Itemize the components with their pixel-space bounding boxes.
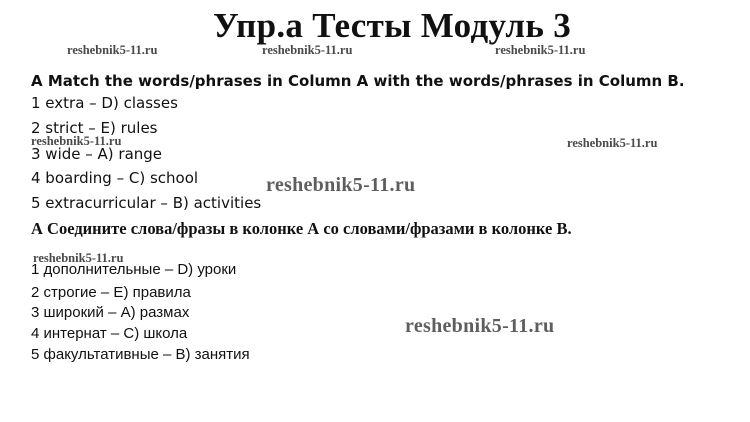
task-instruction-en: A Match the words/phrases in Column A with the words/phrases in Column B. [31, 72, 685, 90]
answer-line-en: 3 wide – A) range [31, 145, 163, 163]
watermark: reshebnik5-11.ru [567, 136, 658, 150]
watermark: reshebnik5-11.ru [266, 174, 416, 196]
answer-line-ru: 2 строгие – E) правила [31, 284, 191, 301]
page-title: Упр.а Тесты Модуль 3 [212, 6, 572, 45]
answer-line-ru: 1 дополнительные – D) уроки [31, 261, 237, 278]
watermark: reshebnik5-11.ru [495, 43, 586, 57]
answer-line-en: 2 strict – E) rules [31, 119, 158, 137]
answer-line-en: 4 boarding – C) school [31, 169, 199, 187]
answer-line-ru: 5 факультативные – B) занятия [31, 346, 250, 363]
answer-line-en: 5 extracurricular – B) activities [31, 194, 262, 212]
watermark: reshebnik5-11.ru [67, 43, 158, 57]
answer-line-ru: 3 широкий – A) размах [31, 304, 190, 321]
task-instruction-ru: А Соедините слова/фразы в колонке А со словами/фразами в колонке В. [31, 219, 572, 238]
watermark: reshebnik5-11.ru [405, 315, 555, 337]
answer-line-ru: 4 интернат – C) школа [31, 325, 188, 342]
watermark: reshebnik5-11.ru [31, 134, 122, 148]
watermark: reshebnik5-11.ru [33, 251, 124, 265]
watermark: reshebnik5-11.ru [262, 43, 353, 57]
answer-line-en: 1 extra – D) classes [31, 94, 178, 112]
